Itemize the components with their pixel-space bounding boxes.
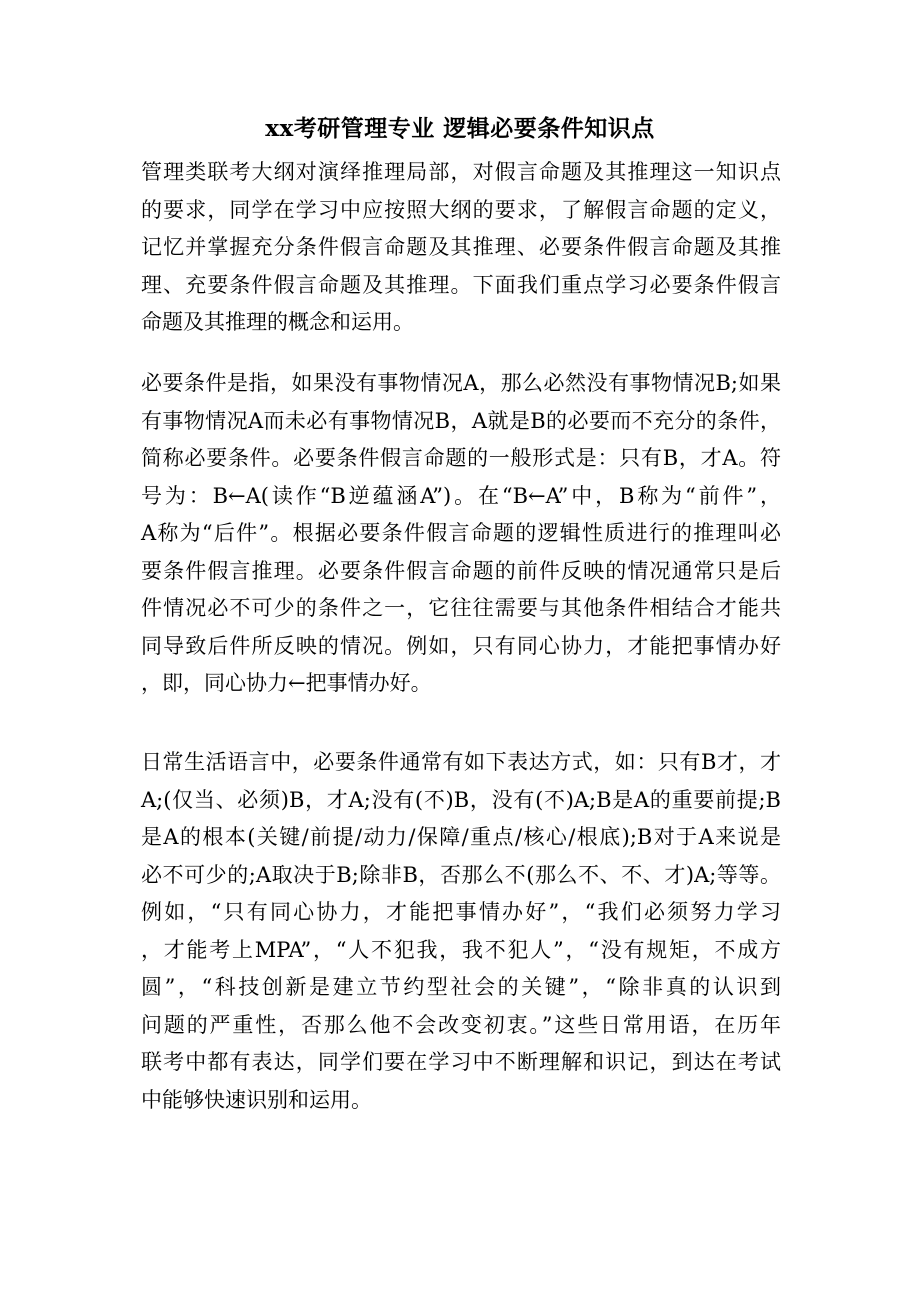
text-line: 例如，“只有同心协力，才能把事情办好”，“我们必须努力学习: [141, 900, 781, 924]
text-line: A;(仅当、必须)B，才A;没有(不)B，没有(不)A;B是A的重要前提;B: [141, 787, 781, 812]
text-line: 联考中都有表达，同学们要在学习中不断理解和识记，到达在考试: [141, 1050, 781, 1074]
text-line: ，才能考上MPA”，“人不犯我，我不犯人”，“没有规矩，不成方: [141, 937, 781, 962]
text-line: 中能够快速识别和运用。: [141, 1087, 372, 1112]
text-line: 圆”，“科技创新是建立节约型社会的关键”，“除非真的认识到: [141, 975, 781, 999]
text-line: 简称必要条件。必要条件假言命题的一般形式是：只有B，才A。符: [141, 446, 781, 470]
text-line: 命题及其推理的概念和运用。: [141, 310, 414, 334]
text-line: 同导致后件所反映的情况。例如，只有同心协力，才能把事情办好: [141, 633, 781, 658]
text-line: 必不可少的;A取决于B;除非B，否那么不(那么不、不、才)A;等等。: [141, 862, 781, 887]
text-line: 管理类联考大纲对演绎推理局部，对假言命题及其推理这一知识点: [141, 160, 781, 184]
text-line: 的要求，同学在学习中应按照大纲的要求，了解假言命题的定义，: [141, 197, 781, 222]
text-line: 日常生活语言中，必要条件通常有如下表达方式，如：只有B才，才: [141, 750, 781, 774]
paragraph-expressions: [141, 744, 781, 1119]
text-line: 是A的根本(关键/前提/动力/保障/重点/核心/根底);B对于A来说是: [141, 825, 781, 849]
document-title: xx考研管理专业 逻辑必要条件知识点: [265, 115, 655, 142]
paragraph-definition: [141, 365, 781, 703]
text-line: 有事物情况A而未必有事物情况B，A就是B的必要而不充分的条件，: [141, 408, 781, 433]
text-line: ，即，同心协力←把事情办好。: [141, 671, 432, 695]
text-line: 号为：B←A(读作“B逆蕴涵A”)。在“B←A”中，B称为“前件”，: [141, 483, 781, 508]
paragraph-intro: [141, 154, 781, 342]
text-line: 记忆并掌握充分条件假言命题及其推理、必要条件假言命题及其推: [141, 235, 781, 259]
text-line: 问题的严重性，否那么他不会改变初衷。”这些日常用语，在历年: [141, 1012, 781, 1037]
text-line: 件情况必不可少的条件之一，它往往需要与其他条件相结合才能共: [141, 596, 781, 620]
text-line: 理、充要条件假言命题及其推理。下面我们重点学习必要条件假言: [141, 272, 781, 297]
text-line: 要条件假言推理。必要条件假言命题的前件反映的情况通常只是后: [141, 558, 781, 583]
text-line: A称为“后件”。根据必要条件假言命题的逻辑性质进行的推理叫必: [141, 521, 781, 545]
text-line: 必要条件是指，如果没有事物情况A，那么必然没有事物情况B;如果: [141, 371, 781, 395]
